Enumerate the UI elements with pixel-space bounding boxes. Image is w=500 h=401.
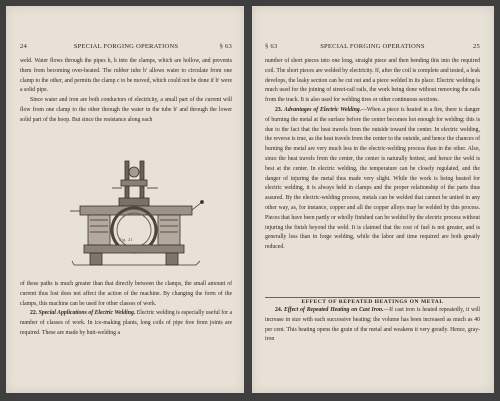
- left-paragraph-1: weld. Water flows through the pipes h, h into the clamps, which are hollow, and prevents them from becoming over-heated. The rubber tube b' allows water to circulate from one clamp to the other, and permits the clamp c to be moved, which could not be done if b' were a solid pipe.: [20, 58, 232, 94]
- section-23-text: —When a piece is heated in a fire, there is danger of burning the metal at the surface before the center becomes hot enough for welding; this is due to the fact that the heat travels from the outside toward the center. In electric welding, the reverse is true, as the heat travels from the center to the outside, and hence the chances of burning the metal are very much less in the electric-welding process than in the other. Also, since the heat travels from the center, the center is naturally hottest, and hence the weld is best at the center. In electric welding, the temperature can be closely regulated, and the danger of injuring the metal thus made very slight. While the work is being heated for electric welding, it is always held in clamps and the proper relationship of the parts thus assured. By the electric-welding process, metals can be welded that cannot be united in any other way, as, for instance, copper and all the copper alloys may be welded by this process. Pieces that have been partly or wholly finished can be welded by the electric process without injuring the finish beyond the weld. It is claimed that the cost of fuel is not greater, and is generally less than in forge welding, while the labor and time required are both greatly reduced.: [265, 106, 480, 251]
- section-23-number: 23.: [275, 106, 283, 113]
- left-paragraph-2: Since water and iron are both conductors of electricity, a small part of the current will flow from one clamp to the other through the water in the tube b' and through the lower solid part of the hoop. But since the resistance along each: [20, 97, 232, 123]
- left-section-ref: § 63: [219, 43, 232, 50]
- section-24-heading: Effect of Repeated Heating on Cast Iron.: [284, 307, 384, 313]
- right-page-number: 25: [473, 43, 480, 50]
- right-running-title: SPECIAL FORGING OPERATIONS: [320, 43, 425, 50]
- section-24-number: 24.: [275, 307, 283, 313]
- left-body: [20, 43, 232, 387]
- section-23-heading: Advantages of Electric Welding.: [284, 106, 362, 113]
- left-page-number: 24: [20, 43, 27, 50]
- left-bottom-text: [20, 280, 232, 339]
- section-22-number: 22.: [30, 310, 38, 317]
- section-24-paragraph: [265, 306, 480, 345]
- right-page: [252, 6, 494, 393]
- left-top-text: [20, 57, 232, 126]
- welding-machine-illustration: [70, 158, 205, 280]
- welding-machine-figure: [70, 158, 205, 280]
- right-body: [265, 43, 480, 387]
- section-22-heading: Special Applications of Electric Welding.: [38, 310, 136, 317]
- figure-caption: Fig. 21: [119, 237, 133, 242]
- right-section-ref: § 63: [265, 43, 278, 50]
- left-running-title: SPECIAL FORGING OPERATIONS: [73, 43, 179, 50]
- section-divider: [265, 297, 480, 298]
- section-22-text: Electric welding is especially useful for a number of classes of work. In ice-making plants, long coils of pipe free from joints are required. These are made by butt-welding a: [20, 310, 233, 336]
- section-23-paragraph: [265, 106, 480, 253]
- left-page: [6, 6, 244, 393]
- right-bottom-text: [265, 306, 480, 345]
- right-paragraph-1: number of short pieces into one long, straight piece and then bending this into the required coil. The short pieces are welded by electricity. If, after the coil is complete and tested, a leak develops, the leaky section can be cut out and a piece welded in its place. Electric welding is much used for the joining of street-rail rails, the work being done without removing the rails from the track. It is also used for welding tires or other continuous sections.: [265, 58, 480, 104]
- section-22-paragraph: [20, 309, 232, 338]
- section-24-text: —If cast iron is heated repeatedly, it will increase in size with each successive heating; the volume has been increased as much as 40 per cent. This heating opens the grain of the metal and weakens it very greatly. Hence, gray-iron: [265, 307, 480, 343]
- section-heading: EFFECT OF REPEATED HEATINGS ON METAL: [301, 299, 444, 305]
- left-paragraph-3: of these paths is much greater than that directly between the clamps, the small amount of current thus lost does not affect the action of the machine. By changing the form of the clamps, this machine can be used for other classes of work.: [20, 281, 232, 307]
- right-top-text: [265, 57, 480, 253]
